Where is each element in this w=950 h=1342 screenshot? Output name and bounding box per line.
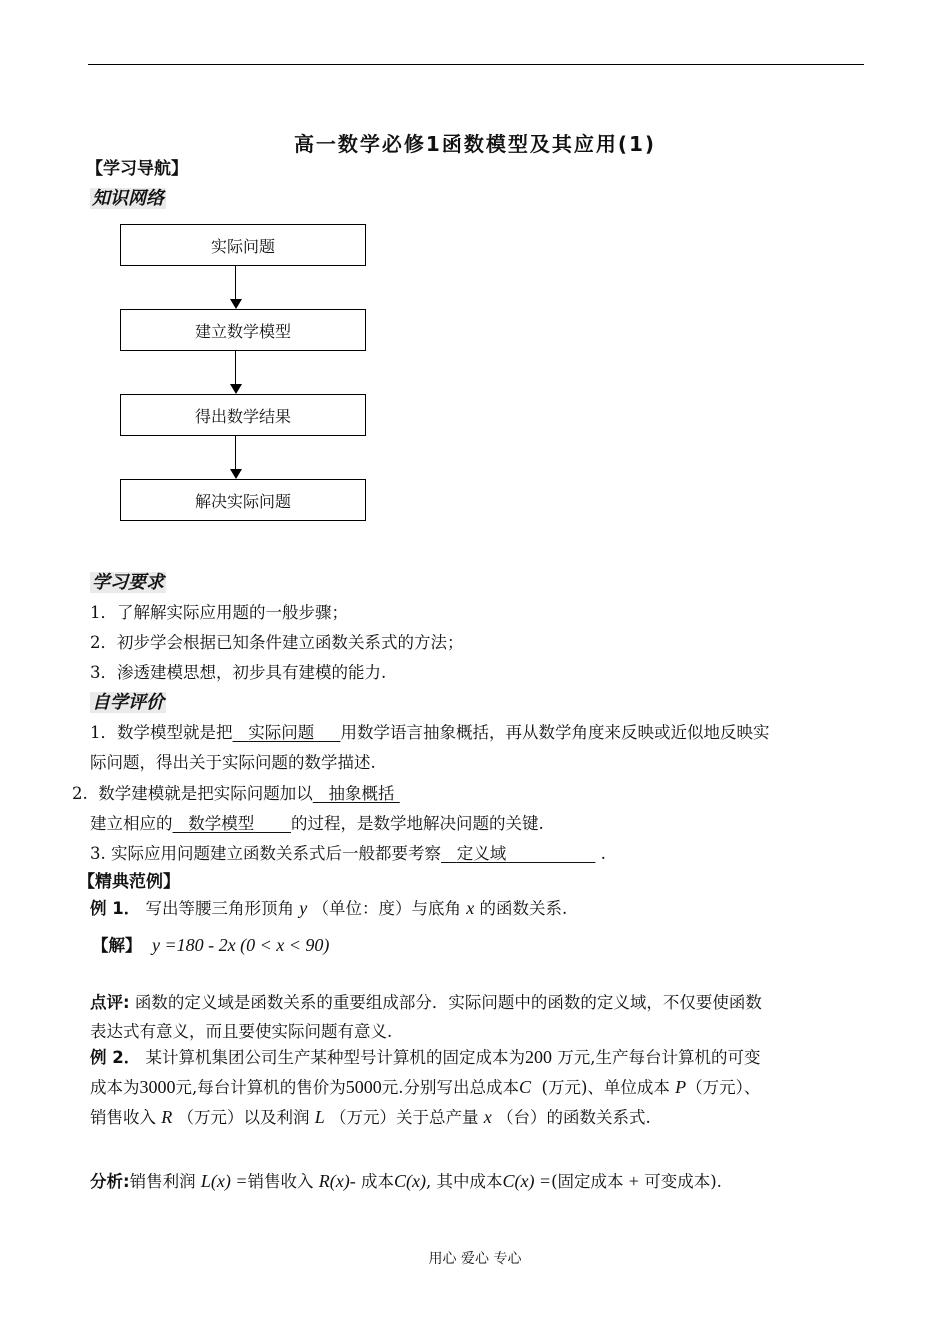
flow-arrowhead-2: [230, 384, 242, 394]
comment-line1: 点评: 函数的定义域是函数关系的重要组成部分．实际问题中的函数的定义域，不仅要使函数: [90, 993, 762, 1012]
self-eval-q2-line1: 2. 数学建模就是把实际问题加以 抽象概括: [72, 784, 395, 803]
subheading-self-eval: 自学评价: [92, 692, 164, 713]
flow-step-1: 实际问题: [120, 224, 366, 266]
answer-blank-3: 数学模型: [188, 814, 255, 833]
solution-1: 【解】 y =180 - 2x (0 < x < 90): [92, 935, 330, 955]
answer-blank-2: 抽象概括: [328, 784, 395, 803]
flow-step-2: 建立数学模型: [120, 309, 366, 351]
page-footer: 用心 爱心 专心: [428, 1251, 522, 1267]
section-heading-nav: 【学习导航】: [86, 159, 188, 179]
flow-arrowhead-3: [230, 469, 242, 479]
self-eval-q2-line2: 建立相应的 数学模型 的过程，是数学地解决问题的关键.: [90, 814, 544, 833]
analysis-line: 分析:销售利润 L(x) =销售收入 R(x)- 成本C(x), 其中成本C(x) =(固定成本 + 可变成本).: [90, 1171, 722, 1191]
flow-arrowhead-1: [230, 299, 242, 309]
example-1: 例 1． 写出等腰三角形顶角 y （单位：度）与底角 x 的函数关系.: [90, 898, 568, 918]
self-eval-q1-line2: 际问题，得出关于实际问题的数学描述.: [90, 753, 376, 772]
solution-formula: y =180 - 2x (0 < x < 90): [152, 935, 330, 955]
requirement-item-2: 2．初步学会根据已知条件建立函数关系式的方法；: [90, 633, 464, 652]
flow-arrow-2: [235, 351, 236, 385]
flow-arrow-1: [235, 266, 236, 300]
subheading-requirements: 学习要求: [92, 572, 164, 593]
requirement-item-1: 1．了解解实际应用题的一般步骤；: [90, 603, 348, 622]
example-2-line2: 成本为3000元,每台计算机的售价为5000元.分别写出总成本C (万元)、单位成本 P（万元）、: [90, 1077, 761, 1097]
page-title: 高一数学必修1函数模型及其应用(1): [293, 132, 657, 156]
answer-blank-4: 定义域: [456, 844, 507, 863]
header-rule: [88, 64, 864, 65]
example-2-line3: 销售收入 R （万元）以及利润 L （万元）关于总产量 x （台）的函数关系式.: [90, 1107, 651, 1127]
answer-blank-1: 实际问题: [248, 723, 315, 742]
requirement-item-3: 3．渗透建模思想，初步具有建模的能力.: [90, 663, 387, 682]
comment-line2: 表达式有意义，而且要使实际问题有意义.: [90, 1022, 393, 1041]
subheading-knowledge: 知识网络: [92, 188, 164, 209]
flow-step-3: 得出数学结果: [120, 394, 366, 436]
flow-arrow-3: [235, 436, 236, 470]
section-heading-examples: 【精典范例】: [78, 872, 180, 892]
self-eval-q1-line1: 1．数学模型就是把 实际问题 用数学语言抽象概括，再从数学角度来反映或近似地反映实: [90, 723, 770, 742]
self-eval-q3: 3. 实际应用问题建立函数关系式后一般都要考察 定义域 .: [90, 844, 606, 863]
example-2-line1: 例 2． 某计算机集团公司生产某种型号计算机的固定成本为200 万元,生产每台计算机的可变: [90, 1047, 761, 1067]
flow-step-4: 解决实际问题: [120, 479, 366, 521]
